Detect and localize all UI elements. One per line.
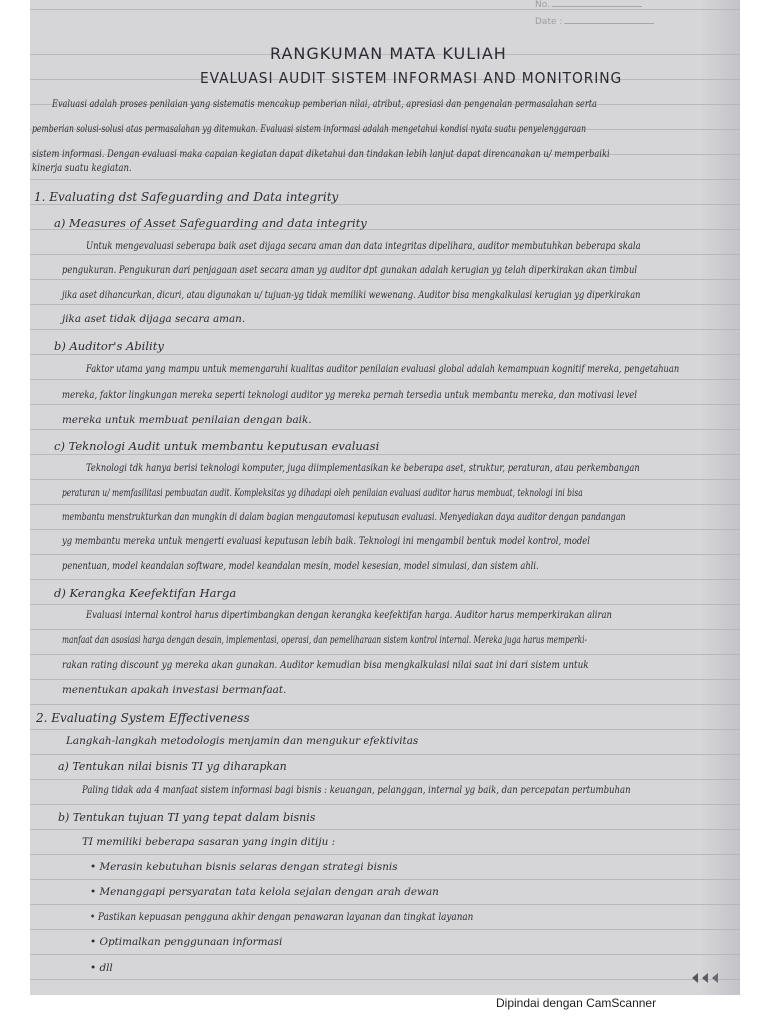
section-1d-line-1: Evaluasi internal kontrol harus dipertimbangkan dengan kerangka keefektifan harga. Auditor harus memperkirakan aliran [86,609,612,621]
goal-bullet-2: • Menanggapi persyaratan tata kelola sejalan dengan arah dewan [90,886,439,898]
section-2b-heading: b) Tentukan tujuan TI yang tepat dalam bisnis [58,811,316,824]
section-1c-line-4: yg membantu mereka untuk mengerti evaluasi keputusan lebih baik. Teknologi ini mengambil bentuk model kontrol, model [62,535,590,547]
goal-bullet-5: • dll [90,962,113,974]
section-1b-line-1: Faktor utama yang mampu untuk memengaruhi kualitas auditor penilaian evaluasi global adalah kemampuan kognitif mereka, pengetahuan [86,363,680,375]
section-1a-line-4: jika aset tidak dijaga secara aman. [62,313,246,325]
scanner-caption: Dipindai dengan CamScanner [496,996,657,1010]
section-1b-line-3: mereka untuk membuat penilaian dengan baik. [62,414,312,426]
title-line-1: RANGKUMAN MATA KULIAH [270,44,507,63]
section-1-heading: 1. Evaluating dst Safeguarding and Data integrity [34,190,339,204]
scanned-notebook-page [30,0,740,995]
scanner-logo-icon [690,971,730,985]
intro-line-4: kinerja suatu kegiatan. [32,162,132,174]
section-1d-line-3: rakan rating discount yg mereka akan gunakan. Auditor kemudian bisa mengkalkulasi nilai saat ini dari sistem untuk [62,659,589,671]
date-field [535,17,654,27]
goal-bullet-3: • Pastikan kepuasan pengguna akhir dengan penawaran layanan dan tingkat layanan [90,911,473,923]
section-1c-heading: c) Teknologi Audit untuk membantu keputusan evaluasi [54,439,380,453]
section-2-intro: Langkah-langkah metodologis menjamin dan mengukur efektivitas [66,735,419,747]
section-2-heading: 2. Evaluating System Effectiveness [36,711,250,725]
section-1b-line-2: mereka, faktor lingkungan mereka seperti teknologi auditor yg mereka pernah tersedia untuk membantu mereka, dan motivasi level [62,389,638,401]
section-1b-heading: b) Auditor's Ability [54,339,164,353]
section-1d-line-2: manfaat dan asosiasi harga dengan desain, implementasi, operasi, dan pemeliharaan sistem kontrol internal. Mereka juga harus memperki- [62,634,587,646]
no-field [535,0,642,10]
section-1a-line-3: jika aset dihancurkan, dicuri, atau digunakan u/ tujuan-yg tidak memiliki wewenang. Auditor bisa mengkalkulasi kerugian yg diperkirakan [62,289,641,301]
intro-line-2: pemberian solusi-solusi atas permasalahan yg ditemukan. Evaluasi sistem informasi adalah mengetahui kondisi nyata suatu penyelenggaraan [32,123,587,135]
section-1d-line-4: menentukan apakah investasi bermanfaat. [62,684,287,696]
intro-line-1: Evaluasi adalah proses penilaian yang sistematis mencakup pemberian nilai, atribut, apresiasi dan pengenalan permasalahan serta [52,98,597,110]
section-1a-line-2: pengukuran. Pengukuran dari penjagaan aset secara aman yg auditor dpt gunakan adalah kerugian yg telah diperkirakan akan timbul [62,264,638,276]
goal-bullet-1: • Merasin kebutuhan bisnis selaras dengan strategi bisnis [90,861,398,873]
section-2a-heading: a) Tentukan nilai bisnis TI yg diharapkan [58,760,287,773]
date-label: Date : [535,17,563,27]
section-2a-line-1: Paling tidak ada 4 manfaat sistem informasi bagi bisnis : keuangan, pelanggan, internal yg baik, dan percepatan pertumbuhan [82,784,631,796]
section-1a-line-1: Untuk mengevaluasi seberapa baik aset dijaga secara aman dan data integritas dipelihara, auditor membutuhkan beberapa skala [86,240,641,252]
section-2b-intro: TI memiliki beberapa sasaran yang ingin ditiju : [82,836,336,848]
goal-bullet-4: • Optimalkan penggunaan informasi [90,936,282,948]
title-line-2: EVALUASI AUDIT SISTEM INFORMASI AND MONITORING [200,69,623,87]
section-1c-line-2: peraturan u/ memfasilitasi pembuatan audit. Kompleksitas yg dihadapi oleh penilaian evaluasi auditor harus membuat, teknologi ini bisa [62,487,583,499]
no-label: No. [535,0,550,10]
section-1c-line-5: penentuan, model keandalan software, model keandalan mesin, model kesesian, model simulasi, dan sistem ahli. [62,560,539,572]
section-1c-line-1: Teknologi tdk hanya berisi teknologi komputer, juga diimplementasikan ke beberapa aset, struktur, peraturan, atau perkembangan [86,462,640,474]
section-1c-line-3: membantu menstrukturkan dan mungkin di dalam bagian mengautomasi keputusan evaluasi. Menyediakan daya auditor dengan pandangan [62,511,626,523]
intro-line-3: sistem informasi. Dengan evaluasi maka capaian kegiatan dapat diketahui dan tindakan lebih lanjut dapat direncanakan u/ memperbaiki [32,148,610,160]
section-1a-heading: a) Measures of Asset Safeguarding and data integrity [54,216,367,230]
section-1d-heading: d) Kerangka Keefektifan Harga [54,586,237,600]
